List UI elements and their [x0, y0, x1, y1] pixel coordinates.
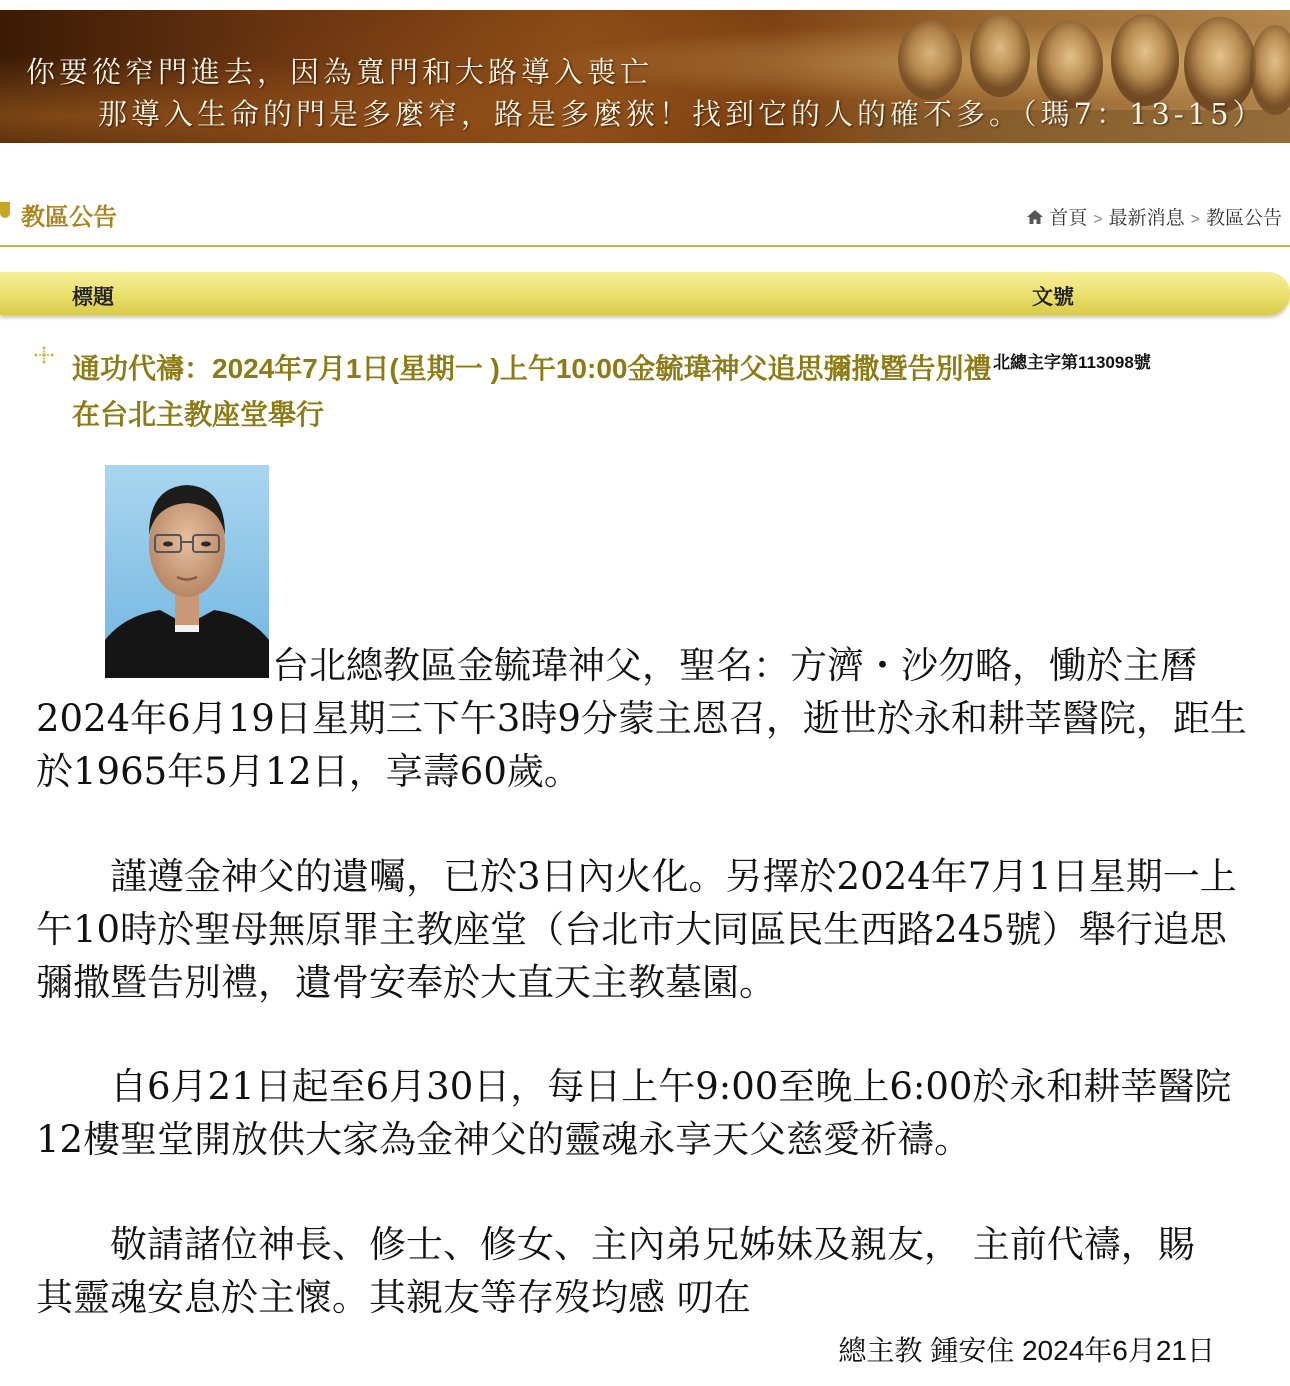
section-header [0, 195, 1290, 247]
column-header-docno: 文號 [1032, 286, 1074, 309]
breadcrumb-separator: > [1093, 211, 1103, 228]
column-header-title: 標題 [72, 286, 114, 309]
breadcrumb [1026, 203, 1282, 230]
banner-verse-line2: 那導入生命的門是多麼窄，路是多麼狹！找到它的人的確不多。（瑪7：13-15） [98, 97, 1266, 131]
article-paragraph-2: 謹遵金神父的遺囑，已於3日內火化。另擇於2024年7月1日星期一上午10時於聖母無原罪主教座堂（台北市大同區民生西路245號）舉行追思彌撒暨告別禮，遺骨安奉於大直天主教墓園。 [36, 855, 1237, 1004]
breadcrumb-home-link[interactable]: 首頁 [1049, 208, 1088, 229]
banner-verse-line1: 你要從窄門進去，因為寬門和大路導入喪亡 [26, 55, 654, 89]
article-paragraph-4: 敬請諸位神長、修士、修女、主內弟兄姊妹及親友， 主前代禱，賜其靈魂安息於主懷。其親友等存歿均感 叨在 [36, 1223, 1195, 1319]
announcement-title-link[interactable]: 通功代禱：2024年7月1日(星期一 )上午10:00金毓瑋神父追思彌撒暨告別禮在台北主教座堂舉行 [72, 353, 992, 430]
article-paragraph-3: 自6月21日起至6月30日，每日上午9:00至晚上6:00於永和耕莘醫院12樓聖堂開放供大家為金神父的靈魂永享天父慈愛祈禱。 [36, 1065, 1232, 1161]
home-icon[interactable] [1026, 209, 1044, 225]
breadcrumb-news-link[interactable]: 最新消息 [1108, 208, 1185, 229]
section-marker-icon [0, 202, 10, 218]
article-paragraph-1: 台北總教區金毓瑋神父，聖名：方濟・沙勿略，慟於主曆2024年6月19日星期三下午3時9分蒙主恩召，逝世於永和耕莘醫院，距生於1965年5月12日，享壽60歲。 [36, 644, 1247, 793]
breadcrumb-separator: > [1190, 211, 1200, 228]
breadcrumb-current: 教區公告 [1205, 208, 1282, 229]
header-banner [0, 10, 1290, 143]
announcement-docno: 北總主字第113098號 [993, 353, 1151, 372]
article-signature: 總主教 鍾安住 2024年6月21日 [838, 1335, 1215, 1366]
table-header [0, 272, 1290, 315]
bullet-icon [32, 345, 56, 365]
page-title: 教區公告 [21, 204, 117, 231]
